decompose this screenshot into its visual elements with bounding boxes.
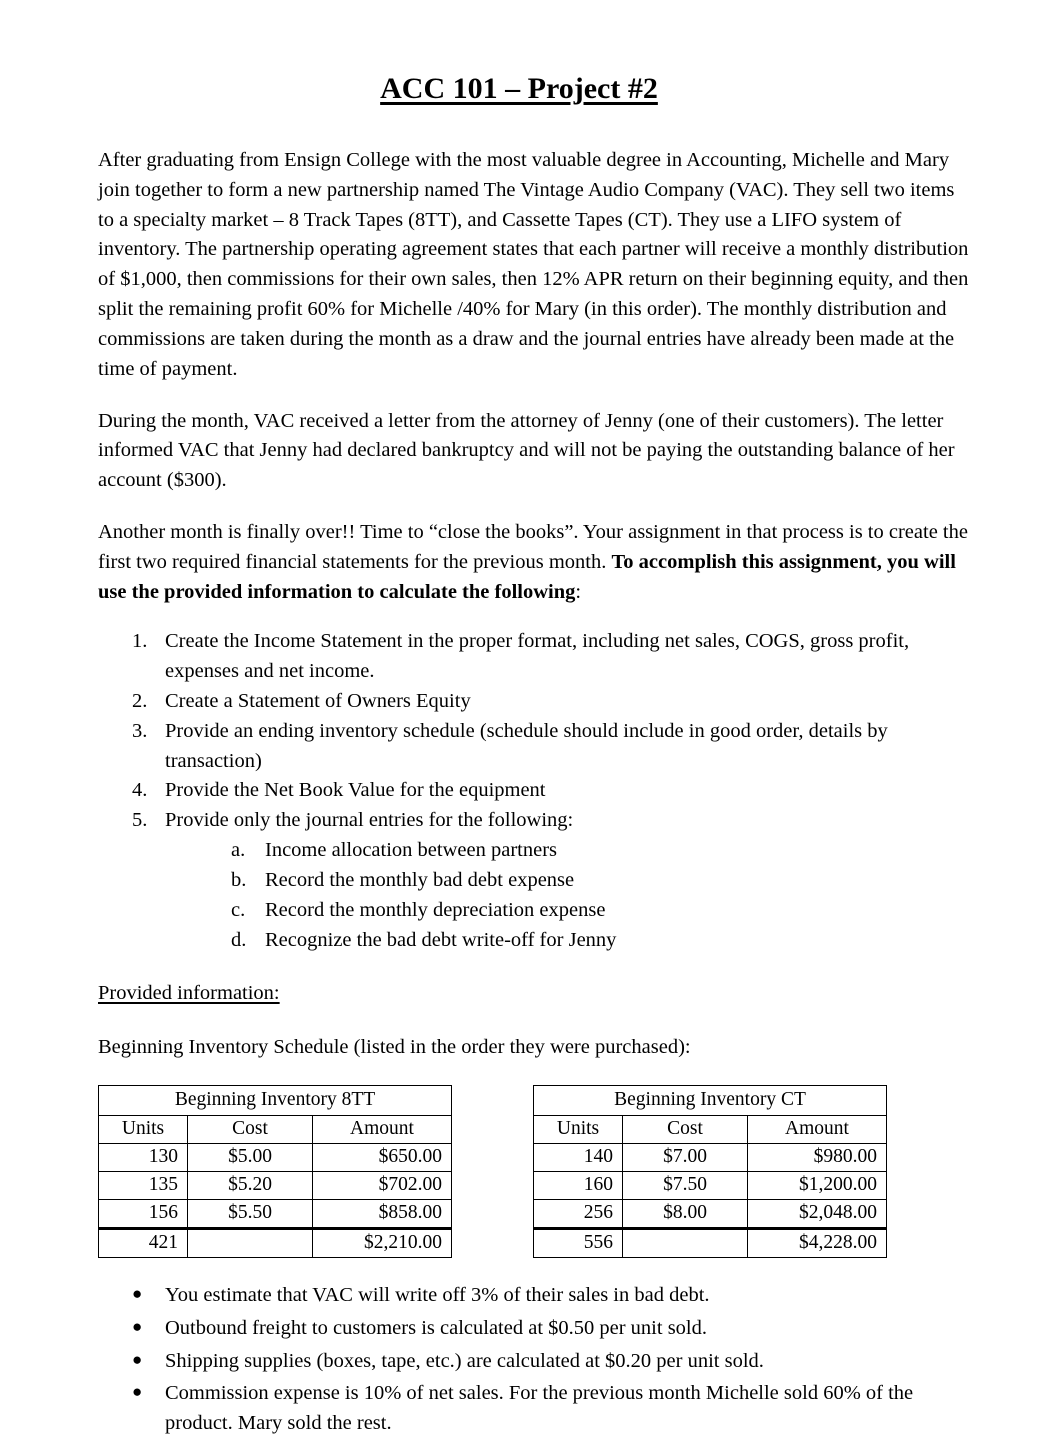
sub-list-item (165, 896, 970, 926)
bullet-icon: ● (132, 1283, 143, 1303)
list-item-text: Provide the Net Book Value for the equipment (165, 779, 546, 802)
total-units: 556 (534, 1228, 623, 1257)
bullet-icon: ● (132, 1349, 143, 1369)
bullet-item-text: Shipping supplies (boxes, tape, etc.) are calculated at $0.20 per unit sold. (165, 1349, 764, 1372)
table-total-row (99, 1228, 452, 1257)
sub-list-item-text: Record the monthly bad debt expense (265, 868, 575, 891)
inventory-tables-row (98, 1085, 970, 1269)
list-item (98, 627, 970, 687)
table-title: Beginning Inventory CT (534, 1085, 887, 1115)
cell-cost: $5.00 (188, 1143, 313, 1171)
journal-entries-sublist (165, 836, 970, 955)
list-marker: 3. (132, 719, 148, 742)
list-marker: 2. (132, 690, 148, 712)
total-cost (188, 1228, 313, 1257)
table-row (534, 1199, 887, 1228)
list-marker: 4. (132, 779, 148, 802)
sub-list-marker: c. (231, 898, 246, 921)
table-row (99, 1171, 452, 1199)
cell-amount: $650.00 (313, 1143, 452, 1171)
inventory-schedule-caption: Beginning Inventory Schedule (listed in the order they were purchased): (98, 1036, 691, 1059)
column-header-amount: Amount (313, 1115, 452, 1143)
sub-list-item (165, 836, 970, 866)
sub-list-item-text: Income allocation between partners (265, 839, 557, 862)
cell-cost: $5.20 (188, 1171, 313, 1199)
list-item-text: Create the Income Statement in the proper format, including net sales, COGS, gross profit, expenses and net income. (165, 630, 910, 683)
intro-paragraph-1: After graduating from Ensign College with the most valuable degree in Accounting, Michelle and Mary join together to form a new partnership named The Vintage Audio Company (VAC). They sell two items to a specialty market – 8 Track Tapes (8TT), and Cassette Tapes (CT). They use a LIFO system of inventory. The partnership operating agreement states that each partner will receive a monthly distribution of $1,000, then commissions for their own sales, then 12% APR return on their beginning equity, and then split the remaining profit 60% for Michelle /40% for Mary (in this order). The monthly distribution and commissions are taken during the month as a draw and the journal entries have already been made at the time of payment. (98, 149, 969, 380)
assignment-bold-part: To accomplish this assignment, you will use the provided information to calculate the following (98, 550, 956, 603)
intro-paragraph-2: During the month, VAC received a letter from the attorney of Jenny (one of their customers). The letter informed VAC that Jenny had declared bankruptcy and will not be paying the outstanding balance of her account ($300). (98, 409, 955, 492)
assignment-normal-prefix: Another month is finally over!! Time to “close the books”. Your assignment in that process is to create the first two required financial statements for the previous month. (98, 520, 968, 573)
list-item-text: Provide only the journal entries for the following: (165, 809, 574, 832)
total-amount: $4,228.00 (748, 1228, 887, 1257)
sub-list-item-text: Record the monthly depreciation expense (265, 898, 606, 921)
list-item (98, 776, 970, 806)
list-item (98, 1347, 970, 1377)
bullet-item-text: Commission expense is 10% of net sales. For the previous month Michelle sold 60% of the product. Mary sold the rest. (165, 1382, 914, 1435)
assignment-numbered-list (98, 627, 970, 955)
page-title-text: ACC 101 – Project #2 (380, 72, 658, 105)
beginning-inventory-ct-table (533, 1085, 887, 1258)
column-header-cost: Cost (623, 1115, 748, 1143)
sub-list-marker: d. (231, 928, 247, 951)
list-marker: 1. (132, 630, 148, 653)
table-header-row (534, 1115, 887, 1143)
table-row (534, 1171, 887, 1199)
bullet-icon: ● (132, 1316, 143, 1336)
cell-cost: $7.00 (623, 1143, 748, 1171)
sub-list-item (165, 926, 970, 956)
total-amount: $2,210.00 (313, 1228, 452, 1257)
table-row (99, 1199, 452, 1228)
cell-units: 156 (99, 1199, 188, 1228)
bullet-icon: ● (132, 1382, 143, 1402)
table-row (99, 1143, 452, 1171)
sub-list-marker: a. (231, 839, 246, 862)
bullet-item-text: You estimate that VAC will write off 3% of their sales in bad debt. (165, 1283, 710, 1306)
column-header-cost: Cost (188, 1115, 313, 1143)
cell-units: 130 (99, 1143, 188, 1171)
column-header-units: Units (534, 1115, 623, 1143)
table-header-row (99, 1115, 452, 1143)
provided-information-heading (98, 979, 970, 1009)
list-item-text: Create a Statement of Owners Equity (165, 690, 471, 712)
list-item-text: Provide an ending inventory schedule (schedule should include in good order, details by transaction) (165, 719, 888, 772)
beginning-inventory-8tt-table (98, 1085, 452, 1258)
bullet-item-text: Outbound freight to customers is calculated at $0.50 per unit sold. (165, 1316, 707, 1339)
list-item (98, 687, 970, 717)
assignment-normal-suffix: : (575, 580, 582, 603)
provided-information-heading-text: Provided information: (98, 982, 280, 1005)
sub-list-item (165, 866, 970, 896)
table-title: Beginning Inventory 8TT (99, 1085, 452, 1115)
assignment-paragraph (98, 518, 970, 607)
cell-cost: $7.50 (623, 1171, 748, 1199)
cell-units: 160 (534, 1171, 623, 1199)
list-item (98, 717, 970, 777)
cell-units: 256 (534, 1199, 623, 1228)
table-title-row (534, 1085, 887, 1115)
table-row (534, 1143, 887, 1171)
sub-list-item-text: Recognize the bad debt write-off for Jenny (265, 928, 617, 951)
cell-amount: $858.00 (313, 1199, 452, 1228)
document-body (0, 106, 1038, 1439)
cell-cost: $8.00 (623, 1199, 748, 1228)
sub-list-marker: b. (231, 868, 247, 891)
cell-amount: $2,048.00 (748, 1199, 887, 1228)
cell-amount: $980.00 (748, 1143, 887, 1171)
list-item (98, 806, 970, 955)
list-item (98, 1314, 970, 1344)
assumptions-bullet-list (98, 1281, 970, 1439)
cell-cost: $5.50 (188, 1199, 313, 1228)
table-title-row (99, 1085, 452, 1115)
cell-amount: $702.00 (313, 1171, 452, 1199)
column-header-units: Units (99, 1115, 188, 1143)
list-item (98, 1281, 970, 1311)
list-item (98, 1379, 970, 1439)
column-header-amount: Amount (748, 1115, 887, 1143)
total-units: 421 (99, 1228, 188, 1257)
page-title (0, 0, 1038, 106)
cell-units: 135 (99, 1171, 188, 1199)
cell-units: 140 (534, 1143, 623, 1171)
total-cost (623, 1228, 748, 1257)
list-marker: 5. (132, 809, 148, 832)
cell-amount: $1,200.00 (748, 1171, 887, 1199)
table-total-row (534, 1228, 887, 1257)
